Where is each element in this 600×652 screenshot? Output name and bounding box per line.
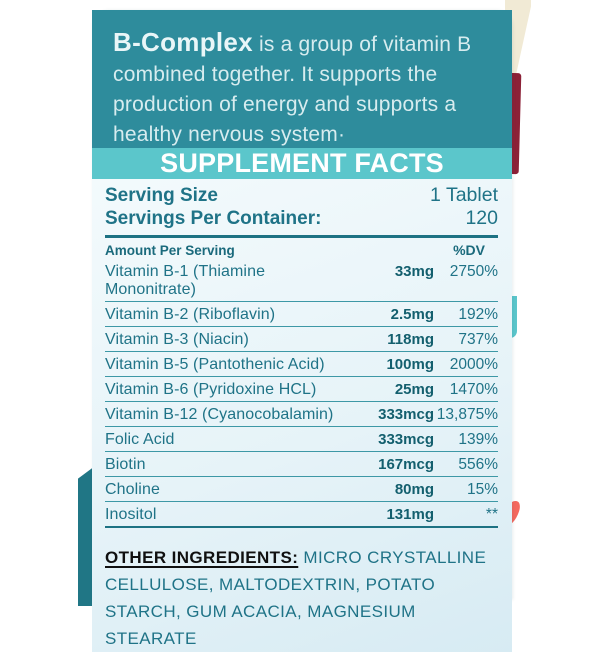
nutrient-amount: 25mg xyxy=(394,381,434,398)
nutrient-name: Vitamin B-2 (Riboflavin) xyxy=(105,306,276,323)
nutrient-dv: 556% xyxy=(458,456,498,473)
nutrient-dv: 737% xyxy=(458,331,498,348)
product-description xyxy=(92,10,512,148)
table-row xyxy=(105,302,498,327)
other-ingredients-text: MICRO CRYSTALLINE CELLULOSE, MALTODEXTRIN, POTATO STARCH, GUM ACACIA, MAGNESIUM STEARATE xyxy=(105,548,487,648)
nutrient-name: Vitamin B-12 (Cyanocobalamin) xyxy=(105,406,334,423)
nutrient-name: Vitamin B-1 (Thiamine Mononitrate) xyxy=(105,263,266,298)
serving-size-label: Serving Size xyxy=(105,185,218,206)
nutrient-dv: 139% xyxy=(458,431,498,448)
nutrient-amount: 80mg xyxy=(394,481,434,498)
nutrient-name: Vitamin B-3 (Niacin) xyxy=(105,331,249,348)
nutrient-table xyxy=(105,259,498,528)
table-row xyxy=(105,502,498,528)
nutrient-amount: 333mcg xyxy=(378,431,434,448)
table-row xyxy=(105,377,498,402)
nutrient-dv: 15% xyxy=(466,481,498,498)
serving-size-row xyxy=(105,184,498,207)
nutrient-dv: 2000% xyxy=(449,356,498,373)
table-row xyxy=(105,402,498,427)
nutrient-amount: 333mcg xyxy=(378,406,434,423)
table-column-headers xyxy=(105,238,498,259)
nutrient-dv: 192% xyxy=(458,306,498,323)
nutrient-amount: 131mg xyxy=(386,506,434,523)
table-row xyxy=(105,327,498,352)
table-row xyxy=(105,352,498,377)
nutrient-name: Vitamin B-6 (Pyridoxine HCL) xyxy=(105,381,317,398)
servings-per-container-value: 120 xyxy=(465,207,498,229)
amount-per-serving-header: Amount Per Serving xyxy=(105,243,235,258)
supplement-facts-header xyxy=(92,148,512,179)
supplement-label-card xyxy=(92,10,512,648)
supplement-facts-body xyxy=(92,179,512,652)
other-ingredients-label: OTHER INGREDIENTS: xyxy=(105,548,299,567)
nutrient-amount: 118mg xyxy=(387,331,434,348)
nutrient-amount: 100mg xyxy=(386,356,434,373)
supplement-facts-title: SUPPLEMENT FACTS xyxy=(160,148,444,178)
nutrient-name: Folic Acid xyxy=(105,431,175,448)
nutrient-dv: 13,875% xyxy=(436,406,498,423)
nutrient-amount: 167mcg xyxy=(378,456,434,473)
table-row xyxy=(105,452,498,477)
nutrient-amount: 2.5mg xyxy=(390,306,434,323)
servings-per-container-row xyxy=(105,207,498,230)
table-row xyxy=(105,427,498,452)
nutrient-dv: 1470% xyxy=(449,381,498,398)
nutrient-name: Vitamin B-5 (Pantothenic Acid) xyxy=(105,356,325,373)
product-name: B-Complex xyxy=(113,27,253,57)
daily-value-header: %DV xyxy=(453,242,485,258)
other-ingredients-section xyxy=(105,544,498,652)
nutrient-name: Choline xyxy=(105,481,160,498)
nutrient-name: Biotin xyxy=(105,456,146,473)
nutrient-dv: 2750% xyxy=(449,263,498,280)
serving-size-value: 1 Tablet xyxy=(430,184,498,206)
table-row xyxy=(105,477,498,502)
nutrient-amount: 33mg xyxy=(394,263,434,280)
nutrient-dv: ** xyxy=(485,506,498,523)
nutrient-name: Inositol xyxy=(105,506,157,523)
product-description-text: is a group of vitamin B combined together. It supports the production of energy and supports a healthy nervous system· xyxy=(113,33,472,146)
table-row xyxy=(105,259,498,302)
servings-per-container-label: Servings Per Container: xyxy=(105,208,322,229)
